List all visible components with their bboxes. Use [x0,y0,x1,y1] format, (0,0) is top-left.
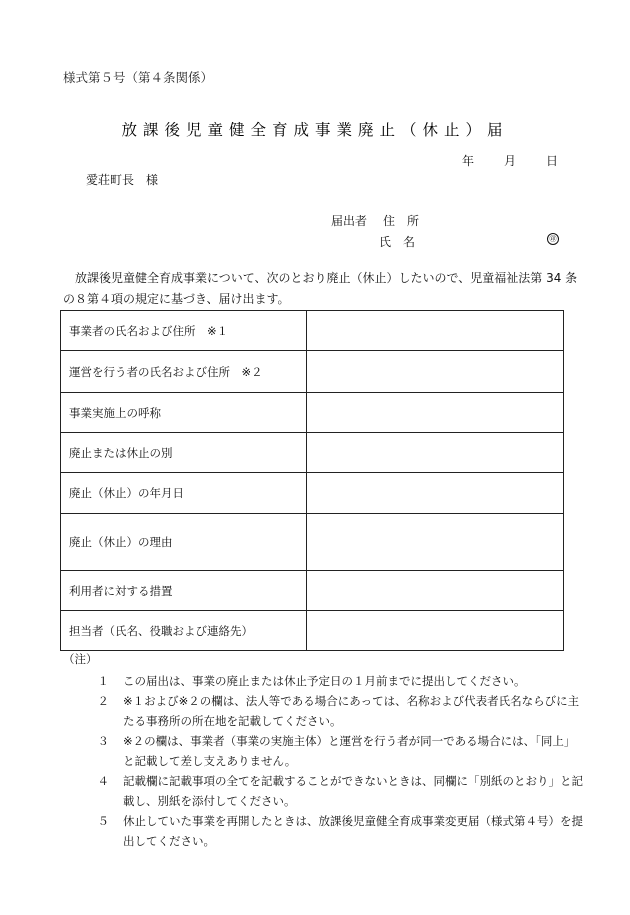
seal-mark-icon: ㊞ [547,233,559,245]
row-label: 運営を行う者の氏名および住所 ※２ [61,351,307,393]
table-row [61,611,564,651]
note-item [63,771,583,811]
note-text: ※２の欄は、事業者（事業の実施主体）と運営を行う者が同一である場合には、「同上」と記載して差し支えありません。 [123,734,576,768]
note-number: １ [97,674,109,688]
notes-heading: （注） [63,652,98,666]
row-value-cell[interactable] [307,571,564,611]
row-value-cell[interactable] [307,514,564,571]
date-day-label: 日 [545,154,558,168]
note-text: 休止していた事業を再開したときは、放課後児童健全育成事業変更届（様式第４号）を提出してください。 [123,814,583,848]
row-value-cell[interactable] [307,433,564,473]
submitter-name-label: 氏 名 [379,235,416,249]
note-number: ３ [97,734,109,748]
note-item [63,811,583,851]
row-value-cell[interactable] [307,311,564,351]
notes-section [63,651,583,851]
note-text: この届出は、事業の廃止または休止予定日の１月前までに提出してください。 [123,674,526,688]
submitter-block [331,211,419,253]
note-item [63,731,583,771]
form-table [60,310,564,651]
row-value-cell[interactable] [307,351,564,393]
addressee: 愛荘町長 様 [86,173,159,187]
table-row [61,514,564,571]
row-label: 廃止（休止）の年月日 [61,473,307,514]
date-line [462,152,558,169]
submitter-label: 届出者 [331,214,368,228]
row-label: 廃止または休止の別 [61,433,307,473]
note-item [63,671,583,691]
document-title: 放課後児童健全育成事業廃止（休止）届 [121,121,509,139]
row-label: 廃止（休止）の理由 [61,514,307,571]
row-value-cell[interactable] [307,393,564,433]
intro-paragraph: 放課後児童健全育成事業について、次のとおり廃止（休止）したいので、児童福祉法第 34 条の８第４項の規定に基づき、届け出ます。 [63,271,578,306]
row-value-cell[interactable] [307,611,564,651]
table-row [61,571,564,611]
table-row [61,473,564,514]
row-label: 担当者（氏名、役職および連絡先） [61,611,307,651]
table-row [61,311,564,351]
table-row [61,351,564,393]
date-year-label: 年 [461,154,474,168]
table-row [61,393,564,433]
note-number: ５ [97,814,109,828]
note-number: ２ [97,694,109,708]
note-item [63,691,583,731]
date-month-label: 月 [503,154,516,168]
note-text: ※１および※２の欄は、法人等である場合にあっては、名称および代表者氏名ならびに主たる事務所の所在地を記載してください。 [123,694,580,728]
row-value-cell[interactable] [307,473,564,514]
note-text: 記載欄に記載事項の全てを記載することができないときは、同欄に「別紙のとおり」と記載し、別紙を添付してください。 [123,774,583,808]
row-label: 事業実施上の呼称 [61,393,307,433]
row-label: 利用者に対する措置 [61,571,307,611]
row-label: 事業者の氏名および住所 ※１ [61,311,307,351]
table-row [61,433,564,473]
note-number: ４ [97,774,109,788]
form-reference: 様式第５号（第４条関係） [63,70,214,85]
submitter-address-label: 住 所 [383,214,420,228]
